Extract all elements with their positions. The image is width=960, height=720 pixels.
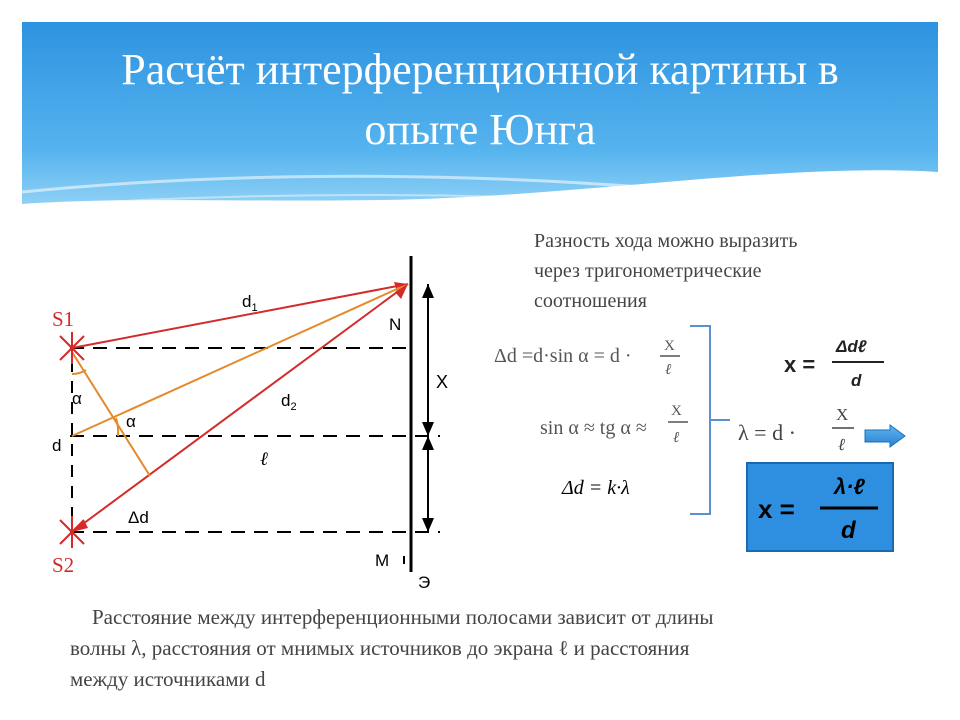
- screen-label: Э: [418, 573, 431, 592]
- result-formula: [748, 464, 892, 550]
- bottom-line-1: Расстояние между интерференционными полосами зависит от длины: [92, 605, 714, 629]
- slide-title: Расчёт интерференционной картины в опыте Юнга: [121, 45, 839, 154]
- result-formula-den: d: [841, 517, 856, 544]
- x-label: X: [436, 372, 449, 392]
- formula-bracket: [690, 326, 730, 514]
- alpha-mid-label: α: [126, 412, 136, 431]
- d-label: d: [52, 436, 62, 455]
- bottom-line-3: между источниками d: [70, 667, 266, 691]
- result-formula-box: [746, 462, 894, 552]
- intro-line-1: Разность хода можно выразить: [534, 230, 798, 252]
- formula-2-num: X: [671, 403, 682, 419]
- arrow-right-icon: [864, 424, 906, 448]
- x-formula-lhs: x =: [784, 352, 816, 377]
- formula-3: Δd = k·λ: [562, 477, 630, 499]
- intro-line-3: соотношения: [534, 290, 647, 312]
- s1-label: S1: [52, 307, 75, 331]
- alpha-left-label: α: [72, 389, 82, 408]
- m-label: M: [375, 551, 390, 570]
- formula-1-left: Δd =d·sin α = d ·: [494, 345, 632, 367]
- lambda-formula-num: X: [836, 405, 849, 424]
- formula-2-den: ℓ: [673, 430, 680, 446]
- lambda-formula-den: ℓ: [838, 435, 846, 454]
- intro-line-2: через тригонометрические: [534, 260, 762, 282]
- formula-1-den: ℓ: [665, 362, 672, 378]
- d1-label: $d_1$: [242, 292, 258, 314]
- lambda-formula-lhs: λ = d ·: [738, 420, 796, 445]
- x-formula-num: Δdℓ: [836, 337, 867, 356]
- n-label: N: [389, 315, 402, 334]
- ell-label: ℓ: [260, 449, 268, 470]
- s2-label: S2: [52, 553, 75, 577]
- delta-d-label: Δd: [128, 508, 149, 527]
- x-formula-den: d: [851, 371, 862, 390]
- result-formula-num: λ·ℓ: [834, 474, 865, 499]
- bottom-text: [70, 602, 900, 695]
- formula-2-left: sin α ≈ tg α ≈: [540, 417, 647, 439]
- formula-1-num: X: [664, 338, 675, 354]
- result-formula-lhs: x =: [758, 494, 795, 524]
- d2-label: $d_2$: [281, 391, 297, 413]
- bottom-line-2: волны λ, расстояния от мнимых источников до экрана ℓ и расстояния: [70, 636, 690, 660]
